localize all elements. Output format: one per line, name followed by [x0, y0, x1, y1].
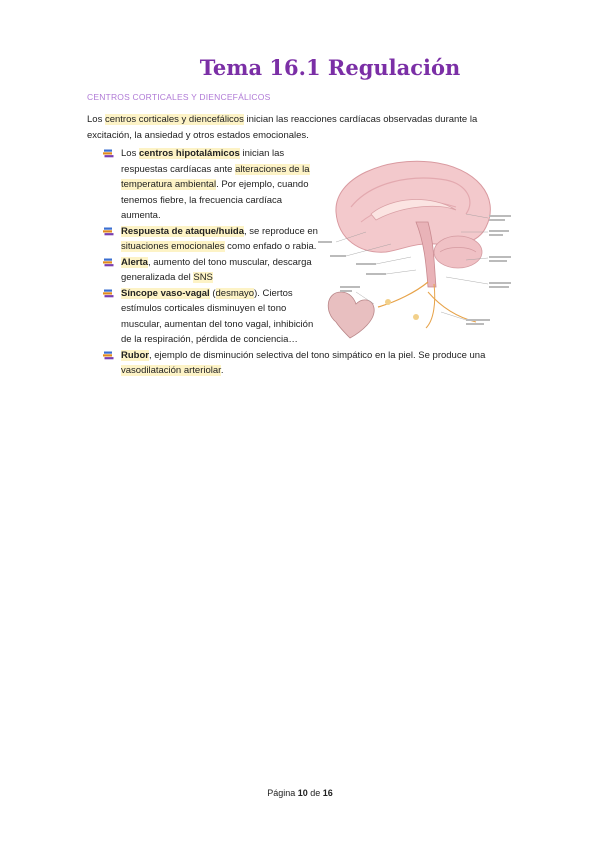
list-item: [103, 348, 519, 379]
bullet-keyword: Respuesta de ataque/huida: [121, 225, 245, 237]
bullet-text: .: [220, 365, 224, 376]
footer-page-word: Página: [267, 788, 296, 798]
bullet-text: , ejemplo de disminución selectiva del tono simpático en la piel. Se produce una: [148, 349, 486, 361]
footer-current-page: 10: [297, 788, 308, 798]
bullet-text: , se reproduce en: [244, 225, 318, 237]
page-title: Tema 16.1 Regulación: [199, 55, 461, 80]
book-stack-icon: [103, 289, 114, 298]
bullet-text: como enfado o rabia.: [224, 241, 317, 252]
brain-heart-illustration: [316, 152, 516, 342]
book-stack-icon: [103, 227, 114, 236]
footer-of-word: de: [310, 788, 321, 798]
bullet-text: . Por ejemplo, cuando tenemos fiebre, la frecuencia cardíaca aumenta.: [121, 179, 309, 221]
bullet-highlight: vasodilatación arteriolar: [121, 365, 221, 376]
bullet-text: , aumento del tono muscular, descarga generalizada del: [121, 256, 312, 283]
book-stack-icon: [103, 351, 114, 360]
list-item: [103, 224, 321, 255]
intro-highlight: centros corticales y diencefálicos: [104, 114, 244, 125]
intro-paragraph: [87, 112, 517, 144]
bullet-highlight: desmayo: [215, 287, 255, 299]
page-footer: [0, 788, 600, 798]
list-item: [103, 286, 321, 348]
section-heading: CENTROS CORTICALES Y DIENCEFÁLICOS: [87, 92, 271, 102]
list-item: [103, 146, 321, 224]
bullet-highlight: alteraciones de la temperatura ambiental: [121, 163, 310, 190]
bullet-keyword: Síncope vaso-vagal: [121, 287, 210, 299]
bullet-keyword: Rubor: [121, 349, 149, 361]
intro-text-start: Los: [87, 114, 105, 125]
bullet-highlight: situaciones emocionales: [121, 241, 225, 252]
footer-total-pages: 16: [322, 788, 333, 798]
intro-text-end: inician las reacciones cardíacas observadas durante la excitación, la ansiedad y otros estados emocionales.: [87, 114, 478, 141]
list-item: [103, 255, 321, 286]
bullet-text: inician las respuestas cardíacas ante: [121, 148, 285, 175]
book-stack-icon: [103, 149, 114, 158]
bullet-highlight: SNS: [193, 272, 213, 283]
book-stack-icon: [103, 258, 114, 267]
bullet-text: Los: [121, 148, 139, 159]
bullet-text: ). Ciertos estímulos corticales disminuyen el tono muscular, aumentan del tono vagal, inhibición de la respiración, pérdida de conciencia…: [121, 287, 314, 345]
bullet-keyword: Alerta: [121, 256, 148, 268]
bullet-text: (: [209, 287, 216, 299]
bullet-keyword: centros hipotalámicos: [138, 148, 240, 159]
